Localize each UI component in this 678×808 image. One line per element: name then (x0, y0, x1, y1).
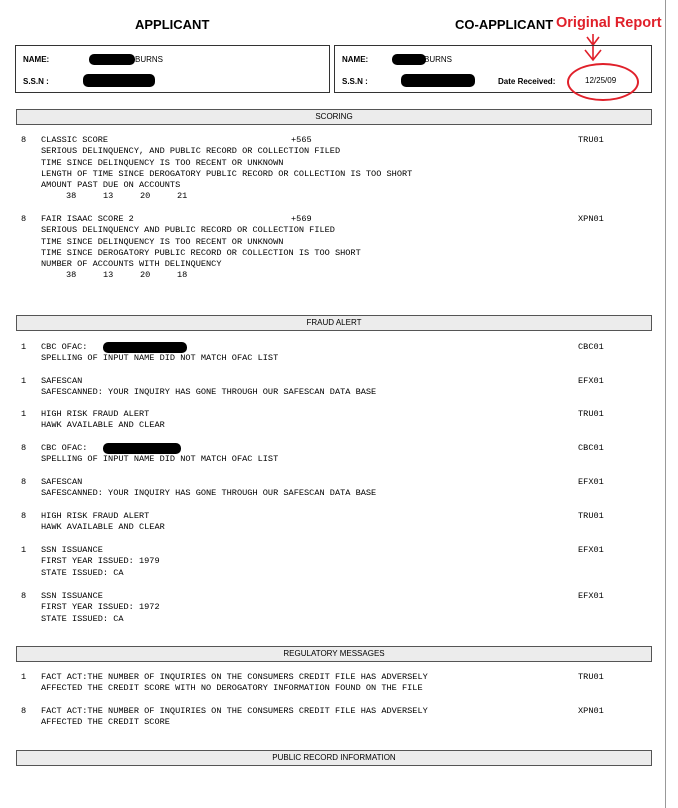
redaction-block (103, 342, 187, 353)
entry-text (41, 477, 376, 500)
entry-text (41, 672, 428, 695)
entry-text (41, 214, 361, 270)
alert-detail: SPELLING OF INPUT NAME DID NOT MATCH OFAC LIST (41, 353, 279, 364)
alert-detail: FIRST YEAR ISSUED: 1972 (41, 602, 160, 613)
regulatory-section-header: REGULATORY MESSAGES (16, 646, 652, 662)
alert-title: HIGH RISK FRAUD ALERT (41, 511, 150, 521)
reason-line: TIME SINCE DELINQUENCY IS TOO RECENT OR UNKNOWN (41, 157, 284, 168)
applicant-name-value: BURNS (135, 55, 164, 64)
message-line: AFFECTED THE CREDIT SCORE (41, 717, 170, 728)
entry-text (41, 545, 160, 579)
alert-detail: SAFESCANNED: YOUR INQUIRY HAS GONE THROUGH OUR SAFESCAN DATA BASE (41, 488, 377, 499)
alert-title: CBC OFAC: (41, 342, 88, 352)
alert-title: CBC OFAC: (41, 443, 88, 453)
original-report-annotation: Original Report (556, 15, 662, 31)
co-applicant-name-label: NAME: (342, 55, 369, 64)
entry-number: 8 (21, 511, 27, 521)
date-received-label: Date Received: (498, 77, 556, 86)
alert-detail: HAWK AVAILABLE AND CLEAR (41, 522, 165, 533)
entry-number: 1 (21, 545, 27, 555)
alert-detail: FIRST YEAR ISSUED: 1979 (41, 556, 160, 567)
entry-text (41, 376, 376, 399)
entry-text (41, 511, 165, 534)
alert-title: SAFESCAN (41, 477, 83, 487)
alert-title: HIGH RISK FRAUD ALERT (41, 409, 150, 419)
redaction-block (401, 74, 475, 87)
factor-code: 38 (66, 191, 77, 201)
score-title: FAIR ISAAC SCORE 2 (41, 214, 134, 224)
reason-line: TIME SINCE DELINQUENCY IS TOO RECENT OR UNKNOWN (41, 236, 284, 247)
entry-number: 8 (21, 706, 27, 716)
bureau-code: EFX01 (578, 376, 604, 386)
co-applicant-name-value: BURNS (424, 55, 453, 64)
reason-line: SERIOUS DELINQUENCY AND PUBLIC RECORD OR COLLECTION FILED (41, 225, 335, 236)
factor-code: 21 (177, 191, 188, 201)
factor-code: 18 (177, 270, 188, 280)
entry-number: 1 (21, 672, 27, 682)
entry-number: 8 (21, 214, 27, 224)
score-value: +569 (291, 214, 312, 224)
scoring-entry (21, 214, 611, 284)
alert-detail: SAFESCANNED: YOUR INQUIRY HAS GONE THROUGH OUR SAFESCAN DATA BASE (41, 387, 377, 398)
alert-detail: STATE ISSUED: CA (41, 567, 124, 578)
message-line: FACT ACT:THE NUMBER OF INQUIRIES ON THE CONSUMERS CREDIT FILE HAS ADVERSELY (41, 706, 428, 716)
redaction-block (103, 443, 181, 454)
alert-title: SSN ISSUANCE (41, 545, 103, 555)
alert-detail: SPELLING OF INPUT NAME DID NOT MATCH OFAC LIST (41, 454, 279, 465)
factor-codes (66, 191, 216, 202)
reason-line: TIME SINCE DEROGATORY PUBLIC RECORD OR COLLECTION IS TOO SHORT (41, 247, 361, 258)
entry-number: 1 (21, 342, 27, 352)
factor-code: 38 (66, 270, 77, 280)
redaction-block (83, 74, 155, 87)
bureau-code: EFX01 (578, 545, 604, 555)
bureau-code: TRU01 (578, 135, 604, 145)
entry-number: 8 (21, 591, 27, 601)
entry-text (41, 706, 428, 729)
fraud-alert-section-header: FRAUD ALERT (16, 315, 652, 331)
public-record-section-header: PUBLIC RECORD INFORMATION (16, 750, 652, 766)
alert-detail: HAWK AVAILABLE AND CLEAR (41, 420, 165, 431)
date-highlight-circle (567, 63, 639, 101)
factor-code: 13 (103, 270, 114, 280)
bureau-code: CBC01 (578, 443, 604, 453)
bureau-code: EFX01 (578, 477, 604, 487)
scoring-entry (21, 135, 611, 205)
alert-title: SAFESCAN (41, 376, 83, 386)
applicant-ssn-label: S.S.N : (23, 77, 49, 86)
applicant-name-label: NAME: (23, 55, 50, 64)
entry-text (41, 409, 165, 432)
message-line: AFFECTED THE CREDIT SCORE WITH NO DEROGATORY INFORMATION FOUND ON THE FILE (41, 683, 423, 694)
bureau-code: TRU01 (578, 511, 604, 521)
factor-code: 20 (140, 270, 151, 280)
reason-line: LENGTH OF TIME SINCE DEROGATORY PUBLIC RECORD OR COLLECTION IS TOO SHORT (41, 168, 413, 179)
bureau-code: XPN01 (578, 214, 604, 224)
factor-code: 13 (103, 191, 114, 201)
bureau-code: EFX01 (578, 591, 604, 601)
scoring-section-header: SCORING (16, 109, 652, 125)
reason-line: AMOUNT PAST DUE ON ACCOUNTS (41, 180, 181, 191)
co-applicant-heading: CO-APPLICANT (455, 17, 554, 32)
bureau-code: TRU01 (578, 672, 604, 682)
factor-code: 20 (140, 191, 151, 201)
entry-text (41, 591, 160, 625)
entry-number: 1 (21, 409, 27, 419)
reason-line: SERIOUS DELINQUENCY, AND PUBLIC RECORD OR COLLECTION FILED (41, 146, 341, 157)
redaction-block (392, 54, 426, 65)
alert-detail: STATE ISSUED: CA (41, 613, 124, 624)
factor-codes (66, 270, 216, 281)
score-value: +565 (291, 135, 312, 145)
entry-number: 1 (21, 376, 27, 386)
co-applicant-ssn-label: S.S.N : (342, 77, 368, 86)
redaction-block (89, 54, 135, 65)
entry-text (41, 135, 412, 191)
date-received-value: 12/25/09 (585, 76, 617, 85)
bureau-code: TRU01 (578, 409, 604, 419)
applicant-heading: APPLICANT (135, 17, 210, 32)
message-line: FACT ACT:THE NUMBER OF INQUIRIES ON THE CONSUMERS CREDIT FILE HAS ADVERSELY (41, 672, 428, 682)
bureau-code: CBC01 (578, 342, 604, 352)
applicant-box (15, 45, 330, 93)
entry-number: 8 (21, 477, 27, 487)
score-title: CLASSIC SCORE (41, 135, 109, 145)
bureau-code: XPN01 (578, 706, 604, 716)
entry-number: 8 (21, 443, 27, 453)
reason-line: NUMBER OF ACCOUNTS WITH DELINQUENCY (41, 259, 222, 270)
entry-number: 8 (21, 135, 27, 145)
alert-title: SSN ISSUANCE (41, 591, 103, 601)
